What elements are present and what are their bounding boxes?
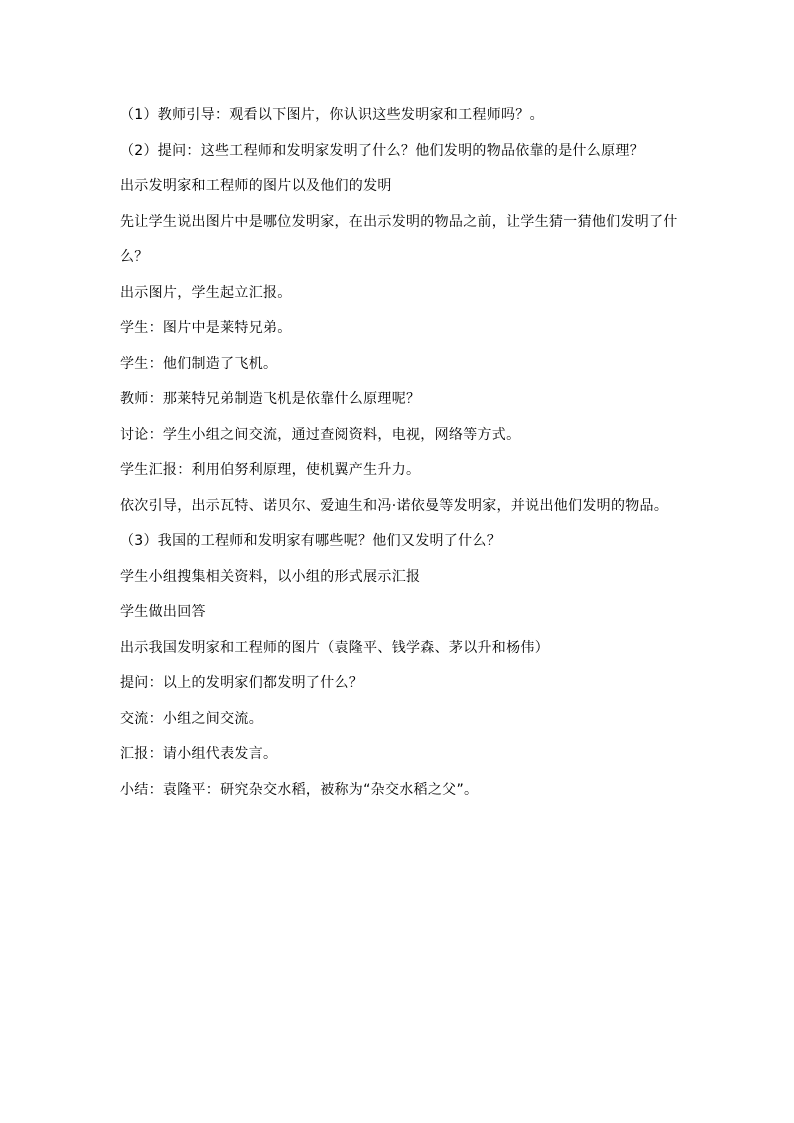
paragraph-summary-yuan-longping: 小结：袁隆平：研究杂交水稻，被称为“杂交水稻之父”。 [120, 781, 479, 798]
paragraph-question-principle: （2）提问：这些工程师和发明家发明了什么？他们发明的物品依靠的是什么原理？ [120, 142, 645, 159]
paragraph-student-airplane: 学生：他们制造了飞机。 [120, 355, 278, 372]
paragraph-collect-materials: 学生小组搜集相关资料，以小组的形式展示汇报 [120, 568, 421, 585]
paragraph-show-pictures: 出示发明家和工程师的图片以及他们的发明 [120, 178, 392, 194]
paragraph-teacher-guide: （1）教师引导：观看以下图片，你认识这些发明家和工程师吗？。 [120, 107, 544, 123]
paragraph-question-inventions: 提问：以上的发明家们都发明了什么？ [120, 675, 364, 691]
paragraph-discussion: 讨论：学生小组之间交流，通过查阅资料，电视，网络等方式。 [120, 426, 521, 443]
paragraph-chinese-inventors-pictures: 出示我国发明家和工程师的图片（袁隆平、钱学森、茅以升和杨伟） [120, 639, 549, 656]
paragraph-guess-invention: 先让学生说出图片中是哪位发明家，在出示发明的物品之前，让学生猜一猜他们发明了什么？ [120, 213, 678, 265]
paragraph-chinese-inventors-question: （3）我国的工程师和发明家有哪些呢？他们又发明了什么？ [120, 533, 502, 549]
paragraph-student-answer: 学生做出回答 [120, 604, 206, 620]
paragraph-group-report: 汇报：请小组代表发言。 [120, 746, 278, 762]
paragraph-teacher-question: 教师：那莱特兄弟制造飞机是依靠什么原理呢？ [120, 391, 421, 407]
document-body [120, 98, 680, 808]
paragraph-student-wright-brothers: 学生：图片中是莱特兄弟。 [120, 320, 292, 336]
paragraph-group-exchange: 交流：小组之间交流。 [120, 710, 263, 727]
paragraph-bernoulli: 学生汇报：利用伯努利原理，使机翼产生升力。 [120, 462, 421, 478]
paragraph-student-report: 出示图片，学生起立汇报。 [120, 284, 292, 301]
paragraph-other-inventors: 依次引导，出示瓦特、诺贝尔、爱迪生和冯·诺依曼等发明家，并说出他们发明的物品。 [120, 497, 669, 514]
